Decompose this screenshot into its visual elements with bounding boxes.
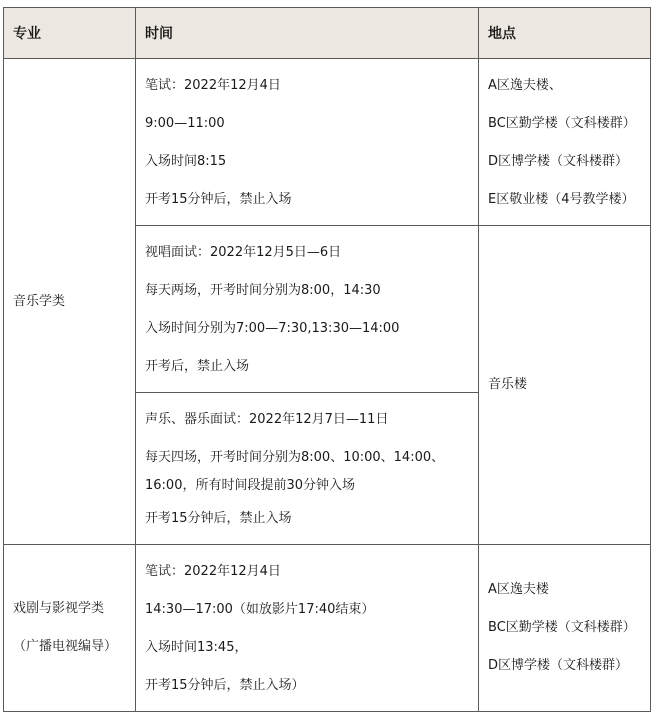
header-row <box>4 8 651 59</box>
major-name: 戏剧与影视学类 <box>13 601 105 616</box>
place-line: A区逸夫楼 <box>488 582 549 597</box>
table-row <box>4 545 651 712</box>
header-time: 时间 <box>136 8 479 59</box>
time-line: 14:30—17:00（如放影片17:40结束） <box>145 602 375 617</box>
time-line: 开考15分钟后，禁止入场 <box>145 192 292 207</box>
place-cell <box>479 59 651 226</box>
time-line: 开考15分钟后，禁止入场 <box>145 511 292 526</box>
schedule-table <box>3 7 651 712</box>
time-line: 9:00—11:00 <box>145 116 225 131</box>
time-line: 入场时间13:45， <box>145 640 248 655</box>
place-line: A区逸夫楼、 <box>488 78 562 93</box>
time-line: 入场时间8:15 <box>145 154 227 169</box>
time-line: 每天四场，开考时间分别为8:00、10:00、14:00、16:00，所有时间段提前30分钟入场 <box>145 450 445 493</box>
major-cell <box>4 545 136 712</box>
place-line: D区博学楼（文科楼群） <box>488 154 629 169</box>
place-cell <box>479 226 651 545</box>
time-line: 每天两场，开考时间分别为8:00，14:30 <box>145 283 381 298</box>
time-line: 声乐、器乐面试：2022年12月7日—11日 <box>145 412 389 427</box>
header-major: 专业 <box>4 8 136 59</box>
time-line: 开考15分钟后，禁止入场） <box>145 678 305 693</box>
time-line: 入场时间分别为7:00—7:30,13:30—14:00 <box>145 321 400 336</box>
place-line: E区敬业楼（4号教学楼） <box>488 192 635 207</box>
time-line: 笔试：2022年12月4日 <box>145 564 281 579</box>
place-line: BC区勤学楼（文科楼群） <box>488 116 636 131</box>
place-line: 音乐楼 <box>488 377 528 392</box>
time-cell <box>136 226 479 393</box>
table-row <box>4 59 651 226</box>
time-line: 视唱面试：2022年12月5日—6日 <box>145 245 342 260</box>
major-name: 音乐学类 <box>13 293 66 309</box>
major-cell <box>4 59 136 545</box>
time-line: 开考后，禁止入场 <box>145 359 250 374</box>
place-line: BC区勤学楼（文科楼群） <box>488 620 636 635</box>
place-line: D区博学楼（文科楼群） <box>488 658 629 673</box>
time-cell <box>136 393 479 545</box>
time-cell <box>136 545 479 712</box>
time-line: 笔试：2022年12月4日 <box>145 78 281 93</box>
header-place: 地点 <box>479 8 651 59</box>
place-cell <box>479 545 651 712</box>
time-cell <box>136 59 479 226</box>
major-subname: （广播电视编导） <box>13 639 118 654</box>
